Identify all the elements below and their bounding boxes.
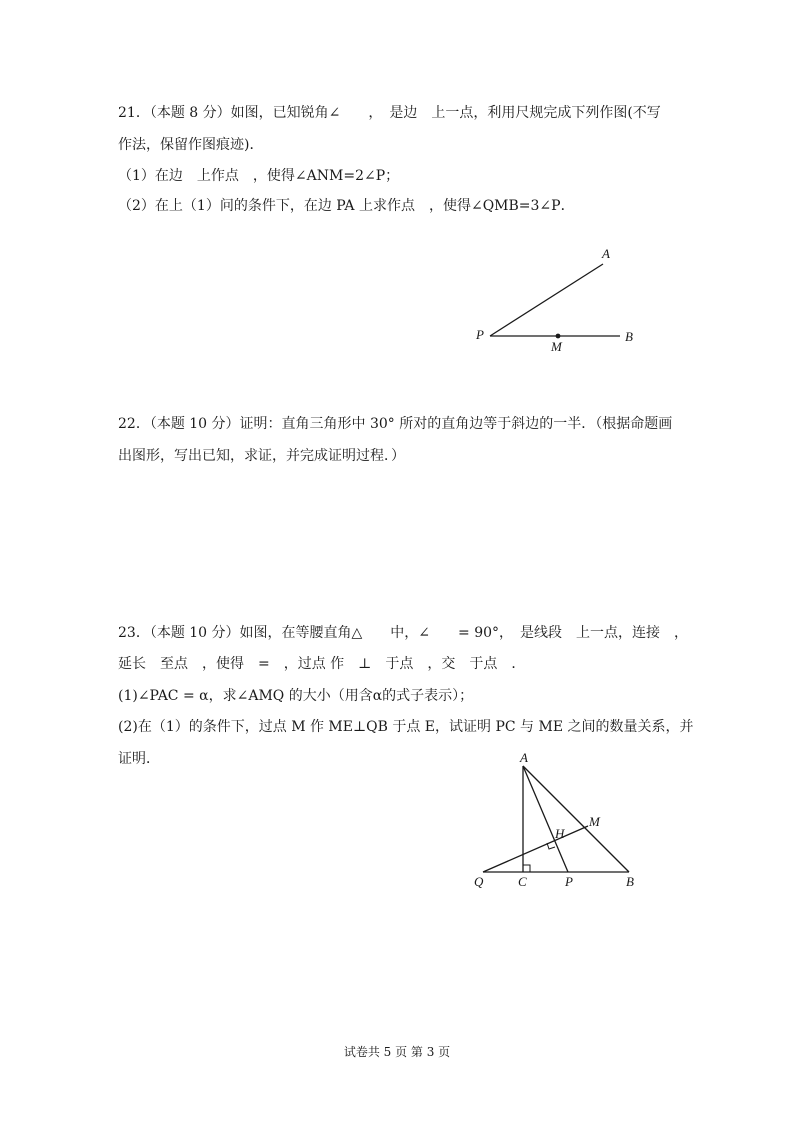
label-a: A bbox=[602, 246, 610, 261]
q21-figure bbox=[475, 246, 633, 354]
q22-stem-line2: 出图形，写出已知，求证，并完成证明过程．） bbox=[118, 448, 405, 464]
label-b: B bbox=[625, 329, 633, 344]
ray-pa bbox=[490, 264, 603, 336]
label-p: P bbox=[565, 874, 573, 889]
q23-figure bbox=[474, 750, 634, 889]
q21-part2: （2）在上（1）问的条件下，在边 PA 上求作点 ，使得∠QMB=3∠P． bbox=[118, 198, 575, 214]
q23-part2: (2)在（1）的条件下，过点 M 作 ME⊥QB 于点 E，试证明 PC 与 ME 之间的数量关系，并 bbox=[118, 719, 694, 735]
q23-stem-line1: 23．（本题 10 分）如图，在等腰直角△ 中，∠ = 90°， 是线段 上一点，连接 ， bbox=[118, 625, 689, 641]
segment-qm bbox=[483, 826, 588, 872]
q21-stem-line1: 21．（本题 8 分）如图，已知锐角∠ ， 是边 上一点，利用尺规完成下列作图(不写 bbox=[118, 105, 661, 121]
right-angle-mark-c bbox=[523, 865, 530, 872]
segment-ap bbox=[523, 766, 568, 872]
label-a: A bbox=[520, 750, 528, 765]
point-m bbox=[556, 334, 561, 339]
page-footer: 试卷共 5 页 第 3 页 bbox=[343, 1045, 451, 1059]
q23-part1: (1)∠PAC = α，求∠AMQ 的大小（用含α的式子表示）； bbox=[118, 688, 474, 704]
label-h: H bbox=[555, 826, 565, 841]
q21-stem-line2: 作法，保留作图痕迹)． bbox=[118, 137, 264, 153]
label-p: P bbox=[476, 327, 484, 342]
label-q: Q bbox=[474, 874, 484, 889]
label-m: M bbox=[551, 339, 562, 354]
label-m: M bbox=[589, 814, 600, 829]
q23-stem-line2: 延长 至点 ，使得 = ，过点 作 ⊥ 于点 ，交 于点 ． bbox=[118, 656, 526, 672]
label-b: B bbox=[626, 874, 634, 889]
segment-ab bbox=[523, 766, 629, 872]
label-c: C bbox=[518, 874, 527, 889]
q23-part2-end: 证明． bbox=[118, 751, 160, 767]
q21-part1: （1）在边 上作点 ，使得∠ANM=2∠P； bbox=[118, 168, 400, 184]
q22-stem-line1: 22．（本题 10 分）证明：直角三角形中 30° 所对的直角边等于斜边的一半．（根据命题画 bbox=[118, 416, 673, 432]
